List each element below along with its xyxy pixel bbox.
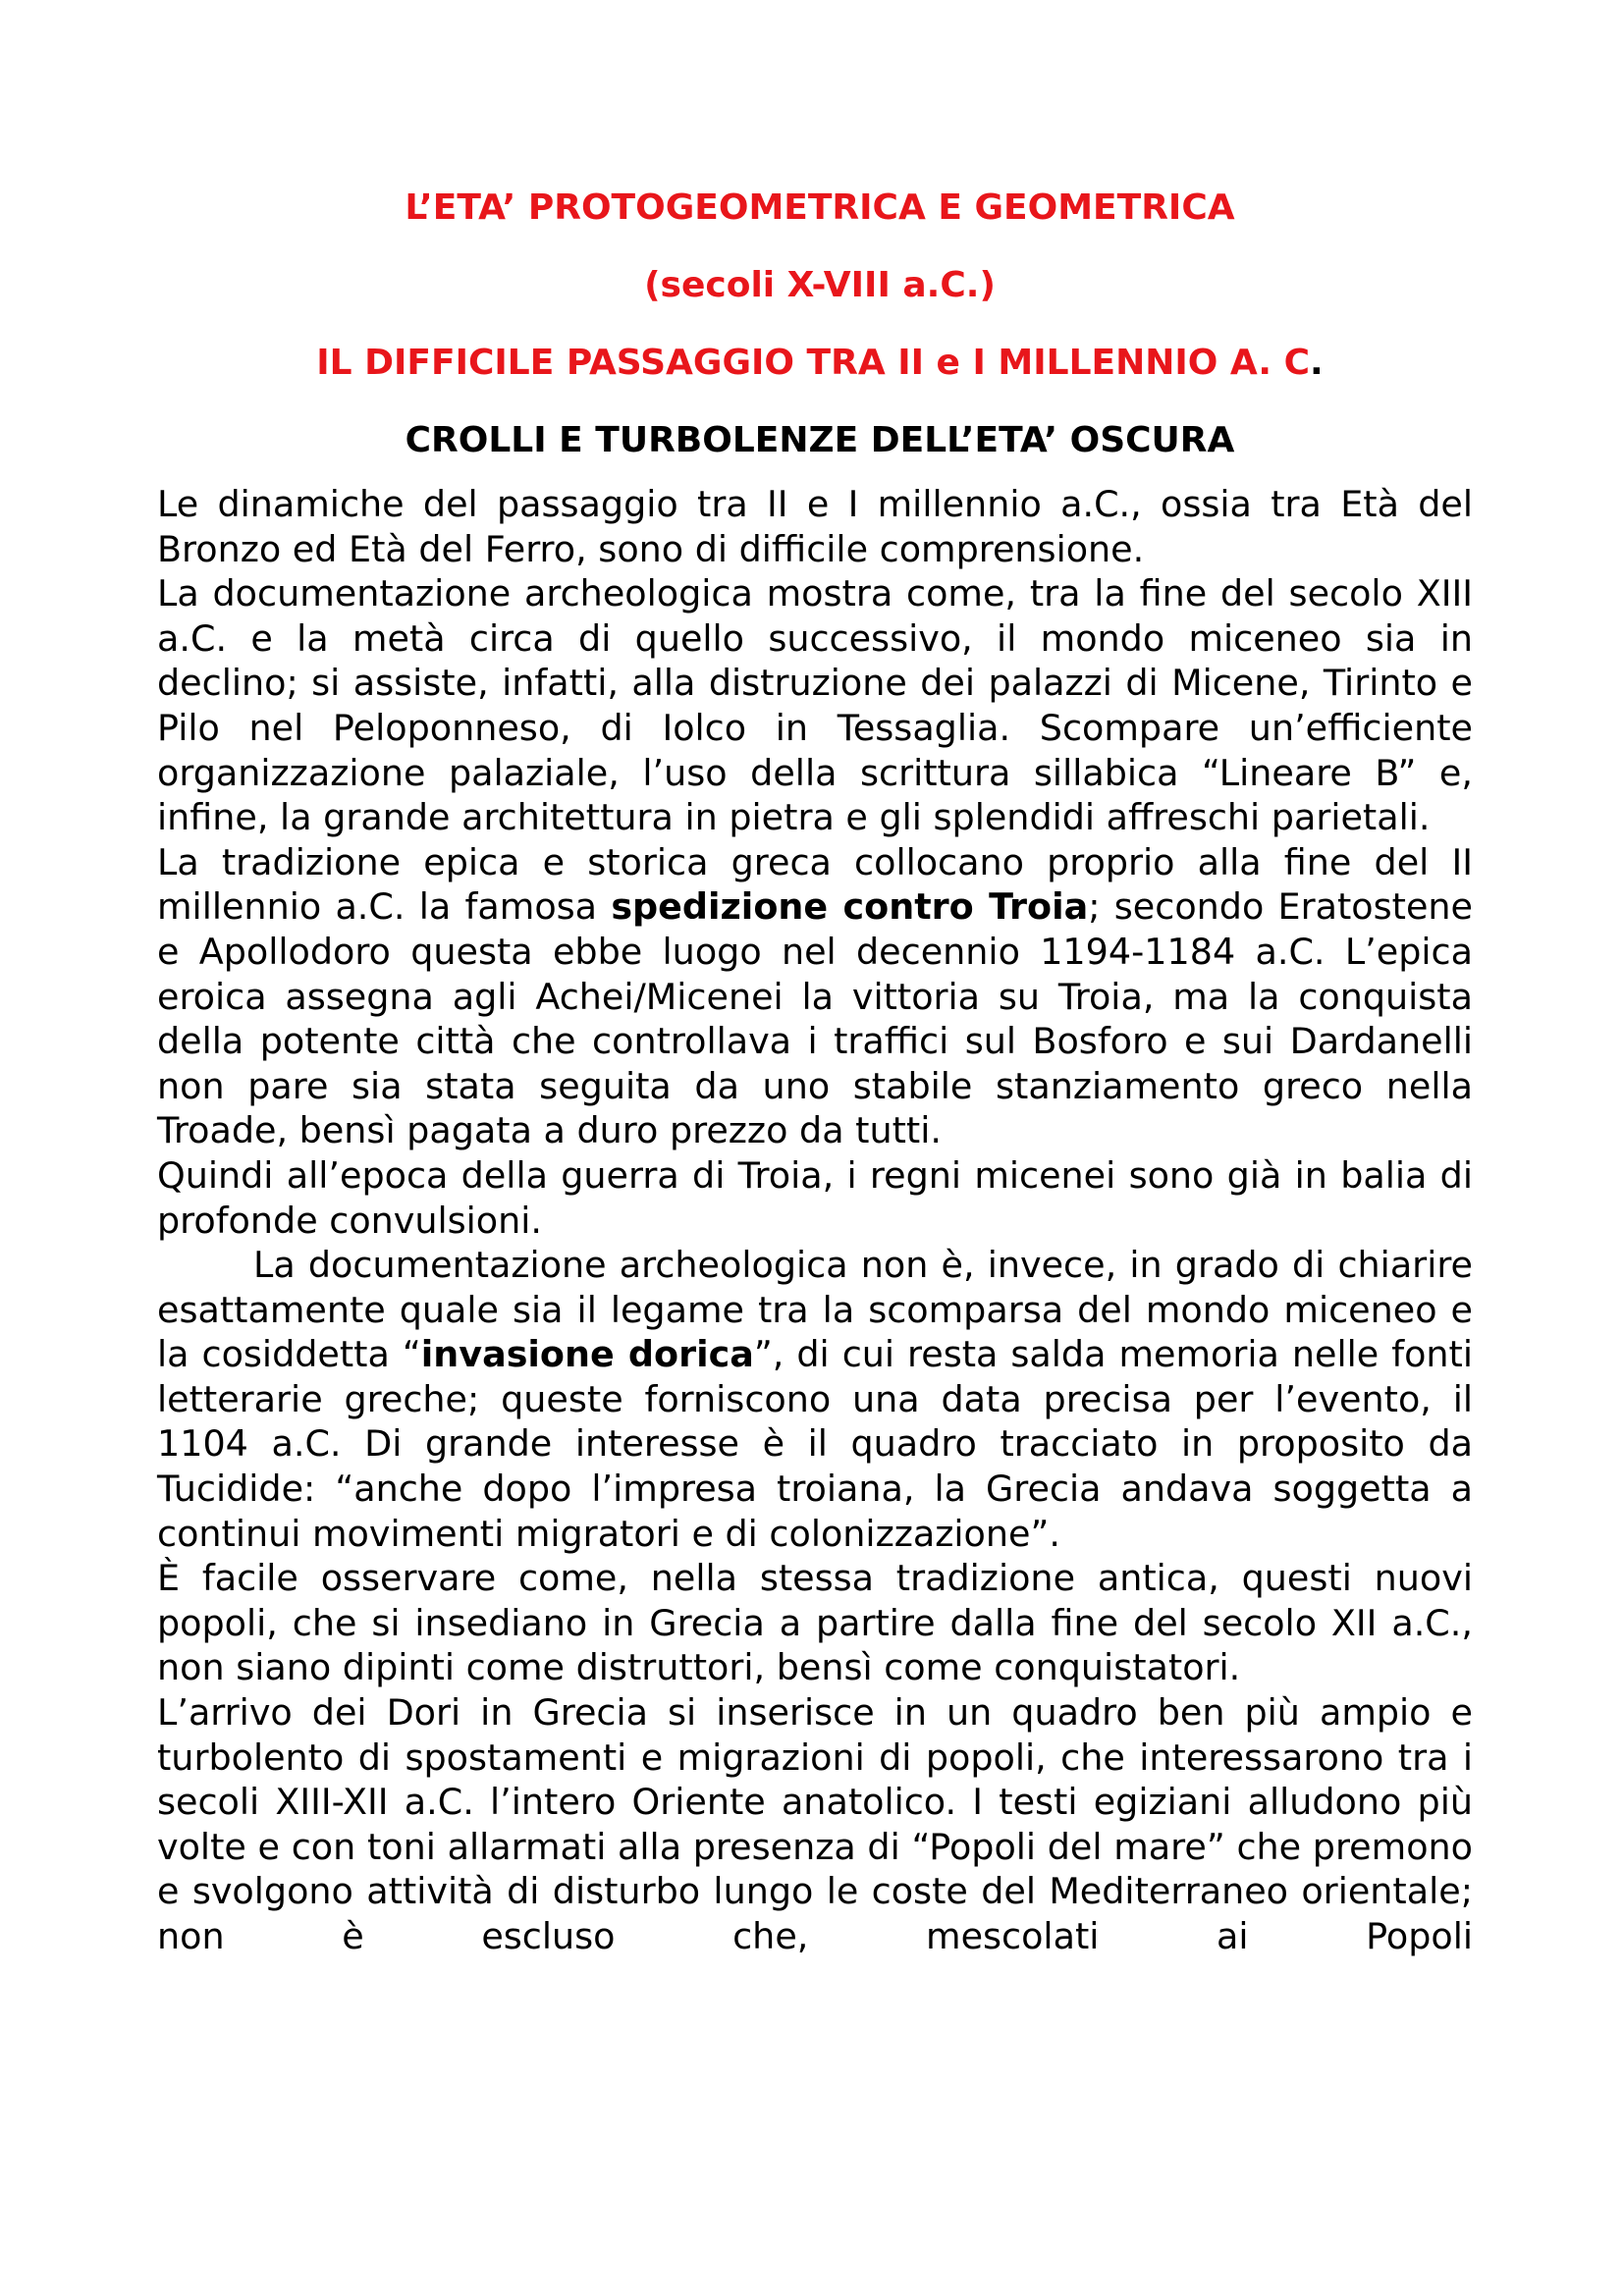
body-text (157, 482, 1473, 1959)
paragraph-text: La documentazione archeologica non è, invece, in grado di chiarire esattamente quale sia il legame tra la scomparsa del mondo miceneo e la cosiddetta “ (157, 1244, 1473, 1376)
paragraph-text: ”, di cui resta salda memoria nelle fonti letterarie greche; queste forniscono una data precisa per l’evento, il 1104 a.C. Di grande interesse è il quadro tracciato in proposito da Tucidide: “anche dopo l’impresa troiana, la Grecia andava soggetta a continui movimenti migratori e di colonizzazione”. (157, 1333, 1473, 1555)
paragraph: La documentazione archeologica mostra come, tra la fine del secolo XIII a.C. e la metà circa di quello successivo, il mondo miceneo sia in declino; si assiste, infatti, alla distruzione dei palazzi di Micene, Tirinto e Pilo nel Peloponneso, di Iolco in Tessaglia. Scompare un’efficiente organizzazione palaziale, l’uso della scrittura sillabica “Lineare B” e, infine, la grande architettura in pietra e gli splendidi affreschi parietali. (157, 572, 1473, 839)
bold-phrase: invasione dorica (420, 1333, 754, 1376)
period-subtitle: (secoli X-VIII a.C.) (644, 265, 996, 305)
paragraph (157, 1243, 1473, 1556)
section-title (157, 342, 1473, 385)
section-title-period: . (1310, 343, 1324, 383)
document-page (157, 187, 1473, 1959)
paragraph: Quindi all’epoca della guerra di Troia, i regni micenei sono già in balia di profonde convulsioni. (157, 1153, 1473, 1242)
paragraph: È facile osservare come, nella stessa tradizione antica, questi nuovi popoli, che si insediano in Grecia a partire dalla fine del secolo XII a.C., non siano dipinti come distruttori, bensì come conquistatori. (157, 1557, 1473, 1689)
paragraph-text: La tradizione epica e storica greca collocano proprio alla fine del II millennio a.C. la famosa (157, 840, 1473, 929)
main-title: L’ETA’ PROTOGEOMETRICA E GEOMETRICA (405, 187, 1235, 228)
paragraph: Le dinamiche del passaggio tra II e I millennio a.C., ossia tra Età del Bronzo ed Età del Ferro, sono di difficile comprensione. (157, 483, 1473, 570)
bold-phrase: spedizione contro Troia (611, 885, 1089, 929)
paragraph (157, 840, 1473, 1153)
paragraph-text: ; secondo Eratostene e Apollodoro questa ebbe luogo nel decennio 1194-1184 a.C. L’epica eroica assegna agli Achei/Micenei la vittoria su Troia, ma la conquista della potente città che controllava i traffici sul Bosforo e sui Dardanelli non pare sia stata seguita da uno stabile stanziamento greco nella Troade, bensì pagata a duro prezzo da tutti. (157, 885, 1474, 1152)
paragraph: L’arrivo dei Dori in Grecia si inserisce in un quadro ben più ampio e turbolento di spostamenti e migrazioni di popoli, che interessarono tra i secoli XIII-XII a.C. l’intero Oriente anatolico. I testi egiziani alludono più volte e con toni allarmati alla presenza di “Popoli del mare” che premono e svolgono attività di disturbo lungo le coste del Mediterraneo orientale; non è escluso che, mescolati ai Popoli (157, 1691, 1473, 1957)
subsection-title: CROLLI E TURBOLENZE DELL’ETA’ OSCURA (405, 420, 1235, 460)
section-title-text: IL DIFFICILE PASSAGGIO TRA II e I MILLENNIO A. C (316, 343, 1311, 383)
